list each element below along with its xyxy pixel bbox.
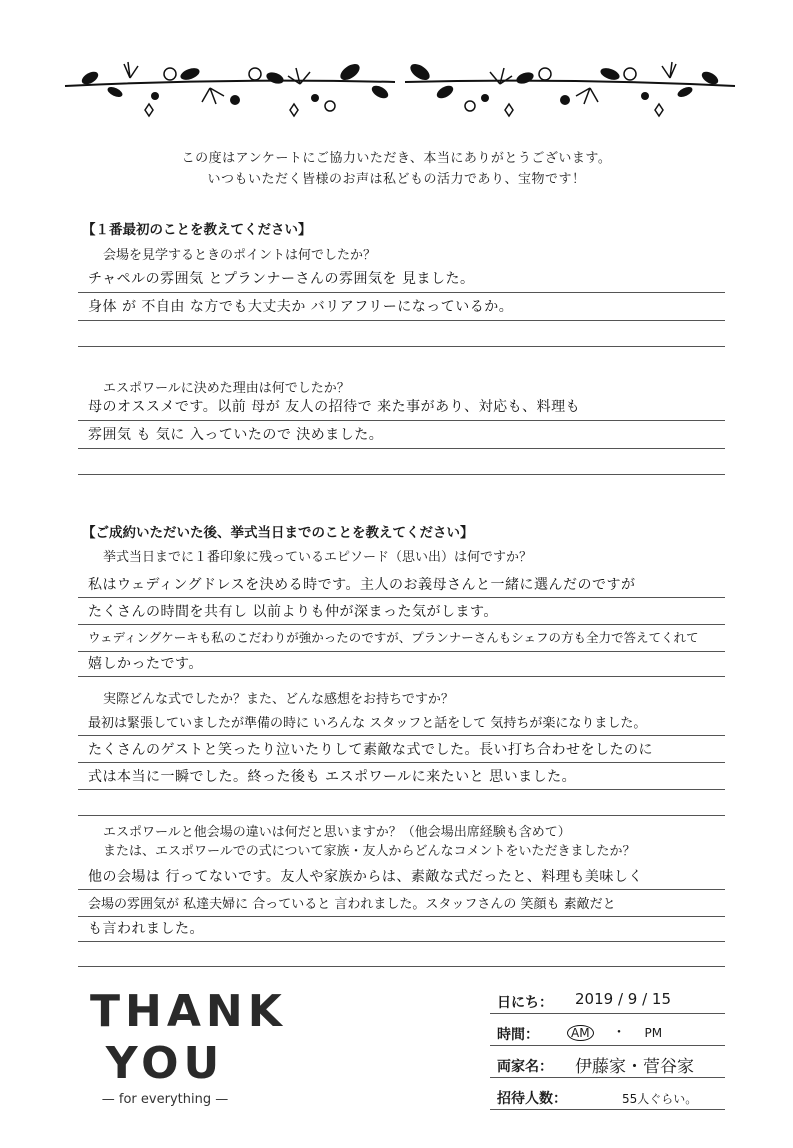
intro-line-1: この度はアンケートにご協力いただき、本当にありがとうございます。 [181,151,612,166]
answer-rule [78,676,725,677]
time-separator: ・ [612,1025,627,1041]
answer-rule [78,889,725,890]
answer-impression-3: 式は本当に一瞬でした。終った後も エスポワールに来たいと 思いました。 [88,769,577,785]
thank-you-line-2: YOU [105,1038,225,1089]
date-value: 2019 / 9 / 15 [575,990,671,1008]
question-difference-2: または、エスポワールでの式について家族・友人からどんなコメントをいただきましたか？ [103,844,636,859]
answer-rule [78,320,725,321]
answer-rule [78,448,725,449]
answer-rule [78,624,725,625]
families-label: 両家名： [497,1059,553,1075]
question-decision-reason: エスポワールに決めた理由は何でしたか？ [103,381,350,396]
guests-value: 55人ぐらい。 [622,1092,698,1106]
time-am-selected: AM [567,1025,594,1041]
answer-difference-1: 他の会場は 行ってないです。友人や家族からは、素敵な式だったと、料理も美味しく [88,869,643,885]
info-rule [490,1077,725,1078]
answer-rule [78,815,725,816]
thank-you-tagline: — for everything — [101,1092,229,1107]
answer-impression-1: 最初は緊張していましたが準備の時に いろんな スタッフと話をして 気持ちが楽になりました。 [88,716,647,731]
question-viewing-point: 会場を見学するときのポイントは何でしたか？ [103,248,377,263]
intro-line-2: いつもいただく皆様のお声は私どもの活力であり、宝物です！ [207,172,586,187]
answer-decision-reason-1: 母のオススメです。以前 母が 友人の招待で 来た事があり、対応も、料理も [88,399,581,415]
question-memorable-episode: 挙式当日までに１番印象に残っているエピソード（思い出）は何ですか？ [103,550,533,565]
date-label: 日にち： [497,995,553,1011]
answer-rule [78,762,725,763]
answer-rule [78,735,725,736]
answer-rule [78,420,725,421]
answer-episode-1: 私はウェディングドレスを決める時です。主人のお義母さんと一緒に選んだのですが [88,577,636,593]
info-rule [490,1013,725,1014]
section-2-title: 【ご成約いただいた後、挙式当日までのことを教えてください】 [82,525,474,541]
answer-rule [78,916,725,917]
info-rule [490,1045,725,1046]
answer-difference-3: も言われました。 [88,921,204,937]
answer-rule [78,292,725,293]
answer-impression-2: たくさんのゲストと笑ったり泣いたりして素敵な式でした。長い打ち合わせをしたのに [88,742,653,758]
section-1-title: 【１番最初のことを教えてください】 [82,222,312,238]
guests-label: 招待人数： [497,1091,567,1107]
answer-episode-4: 嬉しかったです。 [88,656,203,672]
answer-viewing-point-2: 身体 が 不自由 な方でも大丈夫か バリアフリーになっているか。 [88,299,514,315]
botanical-garland [60,48,740,128]
time-options [567,1022,662,1042]
answer-rule [78,474,725,475]
families-value: 伊藤家・菅谷家 [575,1057,694,1077]
answer-episode-3: ウェディングケーキも私のこだわりが強かったのですが、プランナーさんもシェフの方も全力で答えてくれて [88,630,699,645]
info-rule [490,1109,725,1110]
answer-rule [78,941,725,942]
thank-you-line-1: THANK [90,986,287,1037]
time-label: 時間： [497,1027,539,1043]
answer-rule [78,651,725,652]
answer-rule [78,346,725,347]
answer-difference-2: 会場の雰囲気が 私達夫婦に 合っていると 言われました。スタッフさんの 笑顔も 素敵だと [88,897,616,912]
answer-rule [78,789,725,790]
answer-rule [78,597,725,598]
answer-decision-reason-2: 雰囲気 も 気に 入っていたので 決めました。 [88,427,384,443]
answer-episode-2: たくさんの時間を共有し 以前よりも仲が深まった気がします。 [88,604,498,620]
answer-viewing-point-1: チャペルの雰囲気 とプランナーさんの雰囲気を 見ました。 [88,271,475,287]
question-ceremony-impression: 実際どんな式でしたか？また、どんな感想をお持ちですか？ [103,692,454,707]
answer-rule [78,966,725,967]
question-difference-1: エスポワールと他会場の違いは何だと思いますか？（他会場出席経験も含めて） [103,825,571,840]
time-pm: PM [644,1026,663,1040]
